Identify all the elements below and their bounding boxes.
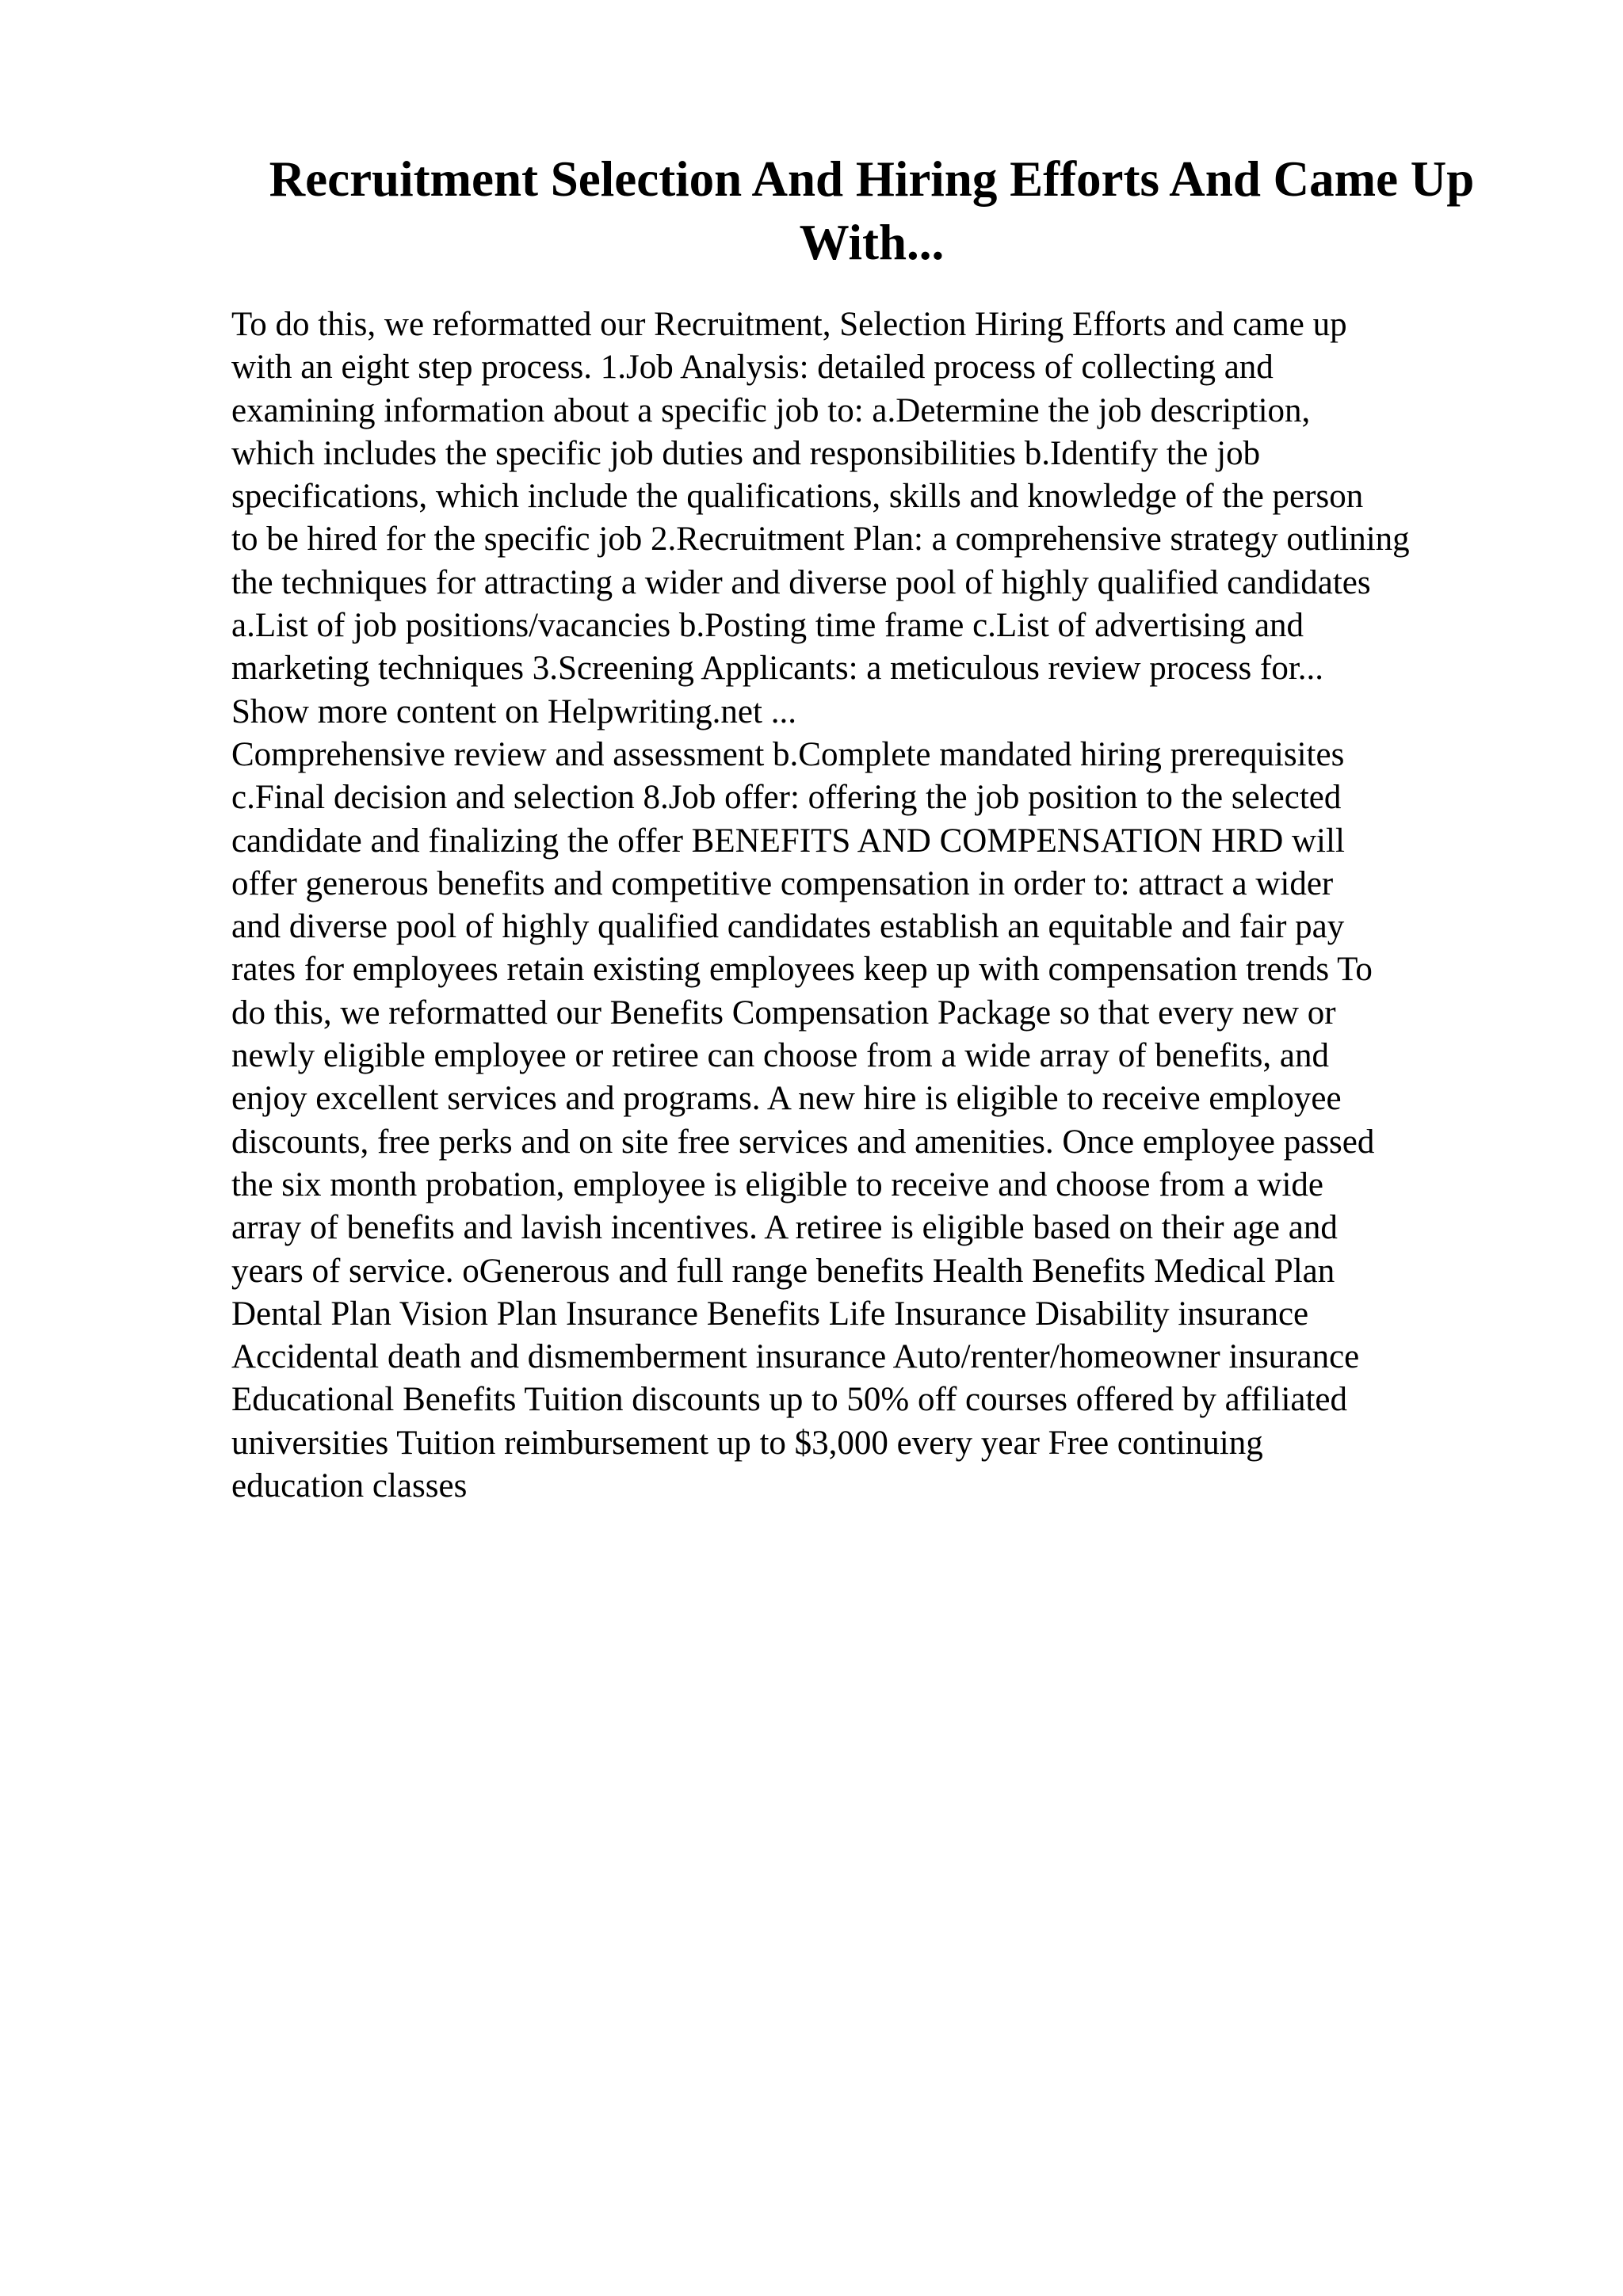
body-line: marketing techniques 3.Screening Applicants: a meticulous review process for... xyxy=(231,650,1324,688)
body-line: newly eligible employee or retiree can choose from a wide array of benefits, and xyxy=(231,1037,1329,1075)
body-line: and diverse pool of highly qualified candidates establish an equitable and fair pay xyxy=(231,908,1345,946)
show-more-line: Show more content on Helpwriting.net ... xyxy=(231,692,796,730)
document-title xyxy=(230,147,1514,274)
body-line: do this, we reformatted our Benefits Compensation Package so that every new or xyxy=(231,994,1336,1032)
body-line: c.Final decision and selection 8.Job offer: offering the job position to the selected xyxy=(231,779,1342,817)
body-line: To do this, we reformatted our Recruitment, Selection Hiring Efforts and came up xyxy=(231,306,1347,343)
body-line: Educational Benefits Tuition discounts up to 50% off courses offered by affiliated xyxy=(231,1381,1348,1419)
title-line: With... xyxy=(799,215,945,270)
body-line: candidate and finalizing the offer BENEFITS AND COMPENSATION HRD will xyxy=(231,822,1345,860)
body-line: universities Tuition reimbursement up to $3,000 every year Free continuing xyxy=(231,1424,1263,1462)
body-line: examining information about a specific job to: a.Determine the job description, xyxy=(231,391,1311,429)
body-line: years of service. oGenerous and full range benefits Health Benefits Medical Plan xyxy=(231,1252,1335,1290)
body-line: with an eight step process. 1.Job Analysis: detailed process of collecting and xyxy=(231,349,1274,387)
body-line: specifications, which include the qualifications, skills and knowledge of the person xyxy=(231,478,1364,516)
body-line: array of benefits and lavish incentives. A retiree is eligible based on their age and xyxy=(231,1209,1338,1247)
body-line: to be hired for the specific job 2.Recruitment Plan: a comprehensive strategy outlining xyxy=(231,521,1410,559)
title-line: Recruitment Selection And Hiring Efforts And Came Up xyxy=(269,151,1475,207)
body-line: Comprehensive review and assessment b.Complete mandated hiring prerequisites xyxy=(231,735,1345,773)
body-line: offer generous benefits and competitive compensation in order to: attract a wider xyxy=(231,864,1334,902)
body-line: Accidental death and dismemberment insurance Auto/renter/homeowner insurance xyxy=(231,1338,1360,1376)
body-line: enjoy excellent services and programs. A new hire is eligible to receive employee xyxy=(231,1080,1342,1118)
body-line: the techniques for attracting a wider and diverse pool of highly qualified candidates xyxy=(231,563,1371,601)
body-line: education classes xyxy=(231,1467,468,1505)
body-line: rates for employees retain existing employees keep up with compensation trends To xyxy=(231,951,1373,989)
body-line: the six month probation, employee is eligible to receive and choose from a wide xyxy=(231,1165,1323,1203)
body-line: a.List of job positions/vacancies b.Posting time frame c.List of advertising and xyxy=(231,607,1304,645)
body-line: discounts, free perks and on site free services and amenities. Once employee passed xyxy=(231,1123,1375,1161)
document-body xyxy=(231,303,1563,1508)
body-line: which includes the specific job duties and responsibilities b.Identify the job xyxy=(231,434,1261,472)
body-line: Dental Plan Vision Plan Insurance Benefits Life Insurance Disability insurance xyxy=(231,1295,1309,1333)
